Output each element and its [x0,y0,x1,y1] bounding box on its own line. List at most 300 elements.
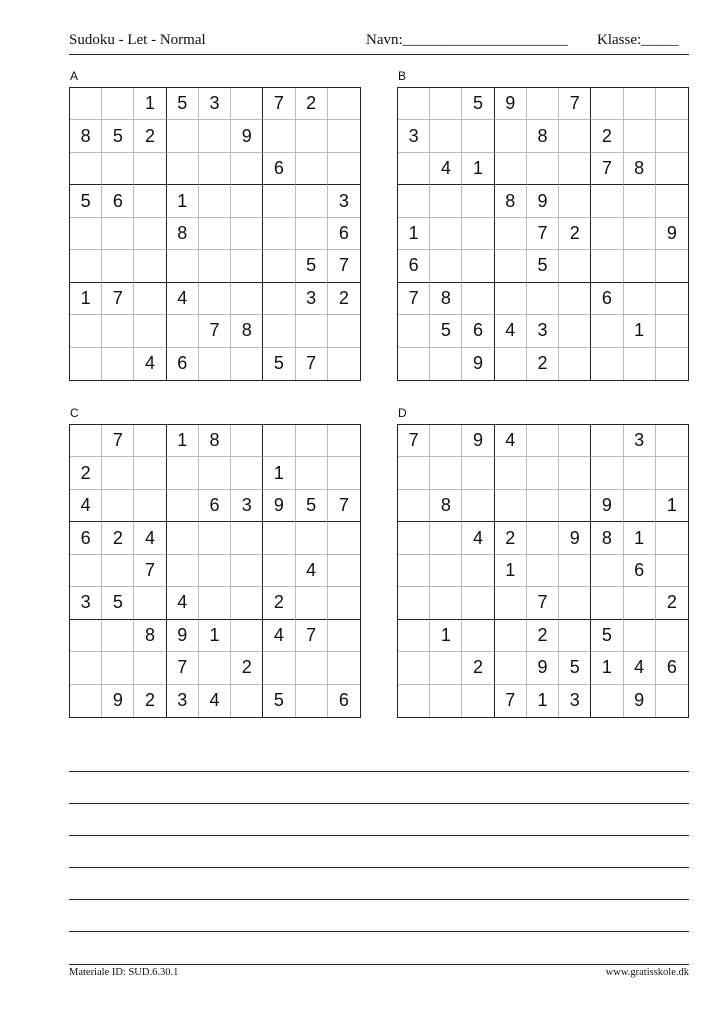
sudoku-cell: 4 [167,587,199,619]
sudoku-cell[interactable] [591,425,623,457]
sudoku-cell: 1 [624,315,656,347]
sudoku-cell[interactable] [559,555,591,587]
sudoku-cell[interactable] [430,88,462,120]
sudoku-cell[interactable] [398,587,430,619]
sudoku-cell[interactable] [495,620,527,652]
sudoku-cell[interactable] [328,315,360,347]
sudoku-cell: 4 [462,522,494,554]
sudoku-cell[interactable] [656,457,688,489]
sudoku-cell[interactable] [134,457,166,489]
sudoku-cell: 2 [231,652,263,684]
sudoku-cell: 1 [462,153,494,185]
sudoku-cell[interactable] [231,685,263,717]
sudoku-cell: 4 [263,620,295,652]
writing-line [69,835,689,836]
sudoku-cell: 6 [328,218,360,250]
sudoku-cell[interactable] [624,120,656,152]
sudoku-cell[interactable] [328,120,360,152]
sudoku-cell[interactable] [656,522,688,554]
sudoku-cell[interactable] [430,218,462,250]
sudoku-cell: 1 [134,88,166,120]
sudoku-cell[interactable] [591,218,623,250]
sudoku-cell[interactable] [624,490,656,522]
sudoku-cell[interactable] [134,153,166,185]
sudoku-cell[interactable] [296,587,328,619]
sudoku-cell[interactable] [430,250,462,282]
sudoku-cell[interactable] [624,348,656,380]
sudoku-cell[interactable] [398,522,430,554]
sudoku-cell: 7 [527,587,559,619]
sudoku-cell[interactable] [495,218,527,250]
sudoku-cell: 1 [70,283,102,315]
sudoku-cell: 6 [591,283,623,315]
sudoku-cell[interactable] [167,522,199,554]
sudoku-cell[interactable] [527,522,559,554]
sudoku-cell: 5 [296,250,328,282]
sudoku-cell[interactable] [495,120,527,152]
sudoku-grid [69,424,361,718]
sudoku-cell: 2 [296,88,328,120]
sudoku-cell[interactable] [102,555,134,587]
sudoku-cell[interactable] [398,315,430,347]
sudoku-cell[interactable] [527,457,559,489]
sudoku-cell[interactable] [398,685,430,717]
sudoku-cell[interactable] [263,185,295,217]
sudoku-cell[interactable] [199,348,231,380]
sudoku-cell[interactable] [559,620,591,652]
sudoku-cell: 1 [624,522,656,554]
sudoku-cell[interactable] [527,88,559,120]
sudoku-cell[interactable] [231,555,263,587]
sudoku-cell[interactable] [70,685,102,717]
sudoku-cell[interactable] [231,218,263,250]
sudoku-cell: 9 [495,88,527,120]
sudoku-cell[interactable] [263,315,295,347]
sudoku-cell[interactable] [328,620,360,652]
sudoku-cell[interactable] [199,250,231,282]
sudoku-cell: 3 [328,185,360,217]
sudoku-cell: 9 [527,185,559,217]
sudoku-cell[interactable] [296,120,328,152]
sudoku-cell: 2 [134,120,166,152]
sudoku-cell[interactable] [527,153,559,185]
sudoku-cell[interactable] [328,457,360,489]
sudoku-cell[interactable] [430,587,462,619]
sudoku-cell[interactable] [231,283,263,315]
sudoku-cell[interactable] [134,425,166,457]
sudoku-cell[interactable] [591,587,623,619]
sudoku-cell: 3 [231,490,263,522]
sudoku-cell: 2 [328,283,360,315]
sudoku-cell[interactable] [231,425,263,457]
sudoku-cell[interactable] [70,218,102,250]
sudoku-cell: 4 [199,685,231,717]
sudoku-cell[interactable] [296,425,328,457]
sudoku-cell: 7 [134,555,166,587]
sudoku-cell[interactable] [398,652,430,684]
sudoku-cell[interactable] [656,425,688,457]
sudoku-cell[interactable] [430,522,462,554]
sudoku-cell: 2 [527,620,559,652]
sudoku-cell[interactable] [398,457,430,489]
sudoku-cell[interactable] [559,490,591,522]
sudoku-cell[interactable] [430,555,462,587]
sudoku-cell[interactable] [624,457,656,489]
sudoku-cell[interactable] [199,555,231,587]
sudoku-cell: 7 [398,283,430,315]
sudoku-cell: 7 [328,490,360,522]
sudoku-cell: 8 [527,120,559,152]
sudoku-cell[interactable] [102,490,134,522]
sudoku-cell[interactable] [296,457,328,489]
sudoku-cell[interactable] [231,457,263,489]
sudoku-cell[interactable] [495,348,527,380]
sudoku-cell[interactable] [656,685,688,717]
sudoku-cell: 2 [559,218,591,250]
sudoku-cell: 1 [495,555,527,587]
sudoku-cell[interactable] [263,522,295,554]
sudoku-cell[interactable] [527,555,559,587]
sudoku-cell[interactable] [263,555,295,587]
sudoku-cell: 5 [462,88,494,120]
sudoku-cell[interactable] [398,620,430,652]
sudoku-cell[interactable] [591,185,623,217]
sudoku-cell: 7 [559,88,591,120]
sudoku-cell[interactable] [167,120,199,152]
sudoku-cell[interactable] [134,218,166,250]
sudoku-cell[interactable] [296,185,328,217]
sudoku-cell[interactable] [134,250,166,282]
sudoku-cell[interactable] [527,425,559,457]
sudoku-cell[interactable] [559,283,591,315]
sudoku-cell[interactable] [495,457,527,489]
sudoku-cell: 9 [462,348,494,380]
sudoku-cell[interactable] [231,153,263,185]
sudoku-cell: 5 [527,250,559,282]
writing-line [69,771,689,772]
sudoku-cell[interactable] [102,348,134,380]
sudoku-cell[interactable] [527,283,559,315]
sudoku-cell: 2 [134,685,166,717]
sudoku-cell: 3 [559,685,591,717]
sudoku-cell[interactable] [398,490,430,522]
sudoku-cell[interactable] [70,652,102,684]
sudoku-cell[interactable] [102,652,134,684]
sudoku-cell: 6 [462,315,494,347]
sudoku-cell: 1 [167,185,199,217]
sudoku-cell: 4 [296,555,328,587]
sudoku-cell[interactable] [462,185,494,217]
sudoku-cell[interactable] [591,315,623,347]
sudoku-cell[interactable] [102,153,134,185]
sudoku-cell: 9 [591,490,623,522]
sudoku-cell[interactable] [462,457,494,489]
sudoku-cell[interactable] [656,555,688,587]
sudoku-cell[interactable] [462,283,494,315]
sudoku-cell[interactable] [231,88,263,120]
writing-line [69,931,689,932]
sudoku-cell[interactable] [398,348,430,380]
sudoku-cell[interactable] [102,620,134,652]
sudoku-cell[interactable] [263,250,295,282]
sudoku-cell: 1 [656,490,688,522]
sudoku-cell[interactable] [263,218,295,250]
sudoku-grid [69,87,361,381]
sudoku-cell: 9 [624,685,656,717]
sudoku-cell[interactable] [656,348,688,380]
sudoku-cell[interactable] [656,283,688,315]
footer-divider [69,964,689,965]
sudoku-cell[interactable] [167,457,199,489]
sudoku-cell[interactable] [328,348,360,380]
sudoku-cell[interactable] [199,185,231,217]
sudoku-cell[interactable] [70,348,102,380]
sudoku-cell[interactable] [328,587,360,619]
sudoku-cell[interactable] [102,315,134,347]
sudoku-cell[interactable] [70,555,102,587]
sudoku-cell: 2 [102,522,134,554]
sudoku-cell[interactable] [495,250,527,282]
sudoku-cell[interactable] [559,587,591,619]
sudoku-cell[interactable] [462,620,494,652]
sudoku-cell: 3 [167,685,199,717]
sudoku-cell[interactable] [495,283,527,315]
sudoku-cell: 2 [656,587,688,619]
sudoku-cell[interactable] [430,457,462,489]
sudoku-cell[interactable] [430,185,462,217]
sudoku-cell[interactable] [199,587,231,619]
sudoku-cell[interactable] [430,685,462,717]
sudoku-cell[interactable] [624,587,656,619]
sudoku-cell[interactable] [328,555,360,587]
puzzle-label: C [70,406,79,420]
sudoku-cell: 7 [495,685,527,717]
sudoku-cell[interactable] [102,457,134,489]
sudoku-cell[interactable] [624,283,656,315]
sudoku-cell[interactable] [398,153,430,185]
sudoku-cell: 1 [398,218,430,250]
sudoku-cell[interactable] [70,250,102,282]
sudoku-cell: 8 [430,490,462,522]
sudoku-cell[interactable] [656,153,688,185]
sudoku-cell: 7 [167,652,199,684]
sudoku-cell[interactable] [398,555,430,587]
sudoku-cell: 2 [462,652,494,684]
sudoku-cell[interactable] [102,250,134,282]
sudoku-cell[interactable] [591,457,623,489]
sudoku-cell[interactable] [328,652,360,684]
sudoku-cell[interactable] [559,315,591,347]
sudoku-cell[interactable] [231,185,263,217]
sudoku-grid [397,87,689,381]
sudoku-cell: 8 [430,283,462,315]
sudoku-cell[interactable] [495,587,527,619]
sudoku-cell[interactable] [328,425,360,457]
writing-line [69,899,689,900]
sudoku-cell: 9 [462,425,494,457]
sudoku-cell: 2 [591,120,623,152]
sudoku-cell[interactable] [559,250,591,282]
sudoku-cell[interactable] [296,652,328,684]
sudoku-cell[interactable] [296,522,328,554]
sudoku-cell: 3 [199,88,231,120]
sudoku-cell[interactable] [559,425,591,457]
sudoku-cell[interactable] [70,88,102,120]
sudoku-cell[interactable] [167,250,199,282]
sudoku-cell[interactable] [134,490,166,522]
sudoku-cell[interactable] [263,120,295,152]
sudoku-cell: 7 [296,620,328,652]
sudoku-cell[interactable] [656,620,688,652]
sudoku-cell: 9 [102,685,134,717]
sudoku-cell[interactable] [527,490,559,522]
sudoku-cell[interactable] [656,315,688,347]
sudoku-cell[interactable] [296,218,328,250]
sudoku-cell[interactable] [263,652,295,684]
sudoku-cell: 5 [591,620,623,652]
sudoku-cell: 7 [296,348,328,380]
sudoku-cell[interactable] [656,250,688,282]
sudoku-cell[interactable] [231,620,263,652]
sudoku-cell[interactable] [167,315,199,347]
sudoku-cell[interactable] [328,153,360,185]
sudoku-cell: 7 [398,425,430,457]
header-divider [69,54,689,55]
sudoku-cell[interactable] [398,185,430,217]
sudoku-cell[interactable] [199,283,231,315]
sudoku-cell[interactable] [591,685,623,717]
sudoku-cell[interactable] [462,685,494,717]
sudoku-cell[interactable] [70,620,102,652]
sudoku-cell: 8 [591,522,623,554]
sudoku-cell[interactable] [462,490,494,522]
puzzle-label: A [70,69,79,83]
sudoku-cell[interactable] [591,88,623,120]
sudoku-cell[interactable] [231,587,263,619]
sudoku-cell: 1 [199,620,231,652]
sudoku-cell[interactable] [591,555,623,587]
sudoku-grid [397,424,689,718]
sudoku-cell[interactable] [70,425,102,457]
sudoku-cell[interactable] [559,120,591,152]
sudoku-cell: 4 [495,315,527,347]
sudoku-cell[interactable] [559,153,591,185]
sudoku-cell: 4 [134,522,166,554]
sudoku-cell[interactable] [199,652,231,684]
sudoku-cell[interactable] [296,315,328,347]
sudoku-cell: 3 [296,283,328,315]
sudoku-cell[interactable] [231,348,263,380]
sudoku-cell[interactable] [462,120,494,152]
sudoku-cell: 4 [495,425,527,457]
sudoku-cell[interactable] [199,457,231,489]
sudoku-cell[interactable] [296,685,328,717]
sudoku-cell: 6 [167,348,199,380]
sudoku-cell[interactable] [199,120,231,152]
writing-line [69,803,689,804]
sudoku-cell[interactable] [559,457,591,489]
sudoku-cell[interactable] [656,120,688,152]
sudoku-cell[interactable] [624,250,656,282]
sudoku-cell[interactable] [591,250,623,282]
puzzle-label: B [398,69,407,83]
sudoku-cell[interactable] [430,652,462,684]
sudoku-cell[interactable] [70,153,102,185]
sudoku-cell[interactable] [328,88,360,120]
sudoku-cell[interactable] [328,522,360,554]
worksheet-header [69,32,689,54]
sudoku-cell[interactable] [624,218,656,250]
sudoku-cell[interactable] [70,315,102,347]
sudoku-cell: 8 [70,120,102,152]
sudoku-cell[interactable] [263,283,295,315]
sudoku-cell: 5 [296,490,328,522]
sudoku-cell: 6 [624,555,656,587]
sudoku-cell[interactable] [495,652,527,684]
sudoku-cell[interactable] [167,153,199,185]
sudoku-cell[interactable] [102,88,134,120]
sudoku-cell: 2 [263,587,295,619]
sudoku-cell[interactable] [102,218,134,250]
sudoku-cell[interactable] [591,348,623,380]
sudoku-cell[interactable] [231,250,263,282]
sudoku-cell[interactable] [134,652,166,684]
sudoku-cell: 4 [430,153,462,185]
sudoku-cell[interactable] [624,88,656,120]
sudoku-cell[interactable] [559,348,591,380]
sudoku-cell[interactable] [167,490,199,522]
sudoku-cell: 6 [398,250,430,282]
sudoku-cell[interactable] [199,218,231,250]
sudoku-cell: 4 [167,283,199,315]
sudoku-cell[interactable] [296,153,328,185]
sudoku-cell[interactable] [263,425,295,457]
sudoku-cell: 7 [199,315,231,347]
sudoku-cell: 2 [527,348,559,380]
sudoku-cell[interactable] [430,425,462,457]
sudoku-cell: 6 [263,153,295,185]
sudoku-cell[interactable] [462,555,494,587]
sudoku-cell[interactable] [462,218,494,250]
sudoku-cell[interactable] [495,153,527,185]
sudoku-cell[interactable] [398,88,430,120]
sudoku-cell[interactable] [134,185,166,217]
sudoku-cell[interactable] [624,185,656,217]
sudoku-cell[interactable] [624,620,656,652]
sudoku-cell[interactable] [559,185,591,217]
sudoku-cell[interactable] [134,283,166,315]
sudoku-cell[interactable] [462,250,494,282]
sudoku-cell[interactable] [231,522,263,554]
sudoku-cell[interactable] [430,120,462,152]
sudoku-cell: 9 [231,120,263,152]
sudoku-cell[interactable] [656,185,688,217]
sudoku-cell[interactable] [656,88,688,120]
name-field: Navn:______________________ [366,32,568,48]
sudoku-cell[interactable] [134,587,166,619]
sudoku-cell: 2 [495,522,527,554]
sudoku-cell[interactable] [167,555,199,587]
sudoku-cell[interactable] [495,490,527,522]
sudoku-cell[interactable] [430,348,462,380]
sudoku-cell[interactable] [199,153,231,185]
sudoku-cell: 8 [231,315,263,347]
sudoku-cell[interactable] [462,587,494,619]
sudoku-cell: 7 [263,88,295,120]
sudoku-cell[interactable] [199,522,231,554]
sudoku-cell[interactable] [134,315,166,347]
sudoku-cell: 3 [624,425,656,457]
